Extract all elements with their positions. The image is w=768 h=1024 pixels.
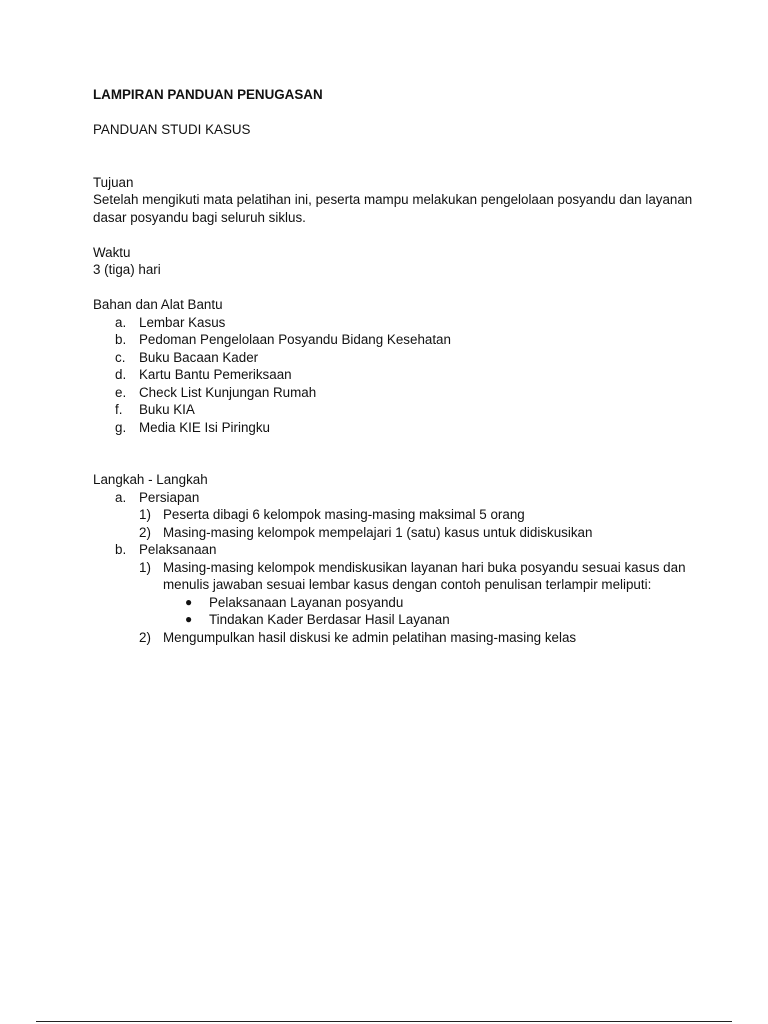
list-item-label: Buku KIA [139, 402, 195, 417]
bullet-text: Pelaksanaan Layanan posyandu [209, 594, 404, 610]
list-item-label: Pelaksanaan [139, 542, 217, 557]
list-marker: b. [115, 332, 127, 347]
list-marker: a. [115, 489, 127, 505]
step-item [139, 559, 693, 629]
list-item-label: Kartu Bantu Pemeriksaan [139, 367, 292, 382]
list-item [93, 349, 693, 367]
waktu-text: 3 (tiga) hari [93, 262, 161, 277]
list-item [93, 384, 693, 402]
bullet-icon: ● [185, 594, 193, 609]
bullet-item [163, 611, 693, 629]
bullet-icon: ● [185, 612, 193, 626]
list-item [93, 401, 693, 419]
list-marker: g. [115, 419, 127, 435]
list-marker: f. [115, 402, 123, 417]
step-text: Peserta dibagi 6 kelompok masing-masing maksimal 5 orang [163, 507, 525, 522]
step-text: Mengumpulkan hasil diskusi ke admin pelatihan masing-masing kelas [163, 629, 577, 645]
waktu-heading: Waktu [93, 244, 131, 260]
document-subtitle: PANDUAN STUDI KASUS [93, 122, 251, 137]
step-list [139, 559, 693, 647]
list-item [93, 314, 693, 332]
list-item [93, 541, 693, 646]
step-text: Masing-masing kelompok mempelajari 1 (satu) kasus untuk didiskusikan [163, 524, 593, 540]
step-marker: 2) [139, 524, 151, 540]
step-list [139, 506, 693, 541]
list-item [93, 419, 693, 437]
list-item-label: Media KIE Isi Piringku [139, 419, 270, 435]
section-waktu [93, 244, 693, 279]
step-item [139, 629, 693, 647]
step-text: Masing-masing kelompok mendiskusikan layanan hari buka posyandu sesuai kasus dan menulis jawaban sesuai lembar kasus dengan contoh penulisan terlampir meliputi: [163, 559, 686, 592]
list-marker: a. [115, 314, 127, 330]
list-marker: e. [115, 384, 127, 400]
step-marker: 1) [139, 507, 151, 522]
list-item [93, 366, 693, 384]
bahan-heading: Bahan dan Alat Bantu [93, 297, 223, 312]
list-item-label: Pedoman Pengelolaan Posyandu Bidang Kesehatan [139, 332, 451, 347]
bullet-list [163, 594, 693, 629]
tujuan-heading: Tujuan [93, 174, 134, 190]
bahan-list [93, 314, 693, 437]
list-item [93, 331, 693, 349]
list-item [93, 489, 693, 542]
tujuan-text: Setelah mengikuti mata pelatihan ini, peserta mampu melakukan pengelolaan posyandu dan layanan dasar posyandu bagi seluruh siklus. [93, 192, 693, 225]
list-marker: b. [115, 542, 127, 557]
langkah-heading: Langkah - Langkah [93, 472, 208, 487]
list-marker: d. [115, 367, 127, 382]
step-marker: 2) [139, 629, 151, 645]
list-item-label: Check List Kunjungan Rumah [139, 384, 317, 400]
list-item-label: Buku Bacaan Kader [139, 349, 259, 365]
bullet-text: Tindakan Kader Berdasar Hasil Layanan [209, 612, 450, 627]
document-title: LAMPIRAN PANDUAN PENUGASAN [93, 87, 323, 102]
document-page [93, 86, 693, 646]
section-langkah [93, 471, 693, 646]
page-bottom-rule [36, 1021, 732, 1022]
list-item-label: Lembar Kasus [139, 314, 226, 330]
step-item [139, 506, 693, 524]
list-item-label: Persiapan [139, 489, 200, 505]
step-item [139, 524, 693, 542]
section-tujuan [93, 174, 693, 227]
langkah-list [93, 489, 693, 647]
step-marker: 1) [139, 559, 151, 575]
bullet-item [163, 594, 693, 612]
section-bahan [93, 296, 693, 436]
list-marker: c. [115, 349, 126, 365]
